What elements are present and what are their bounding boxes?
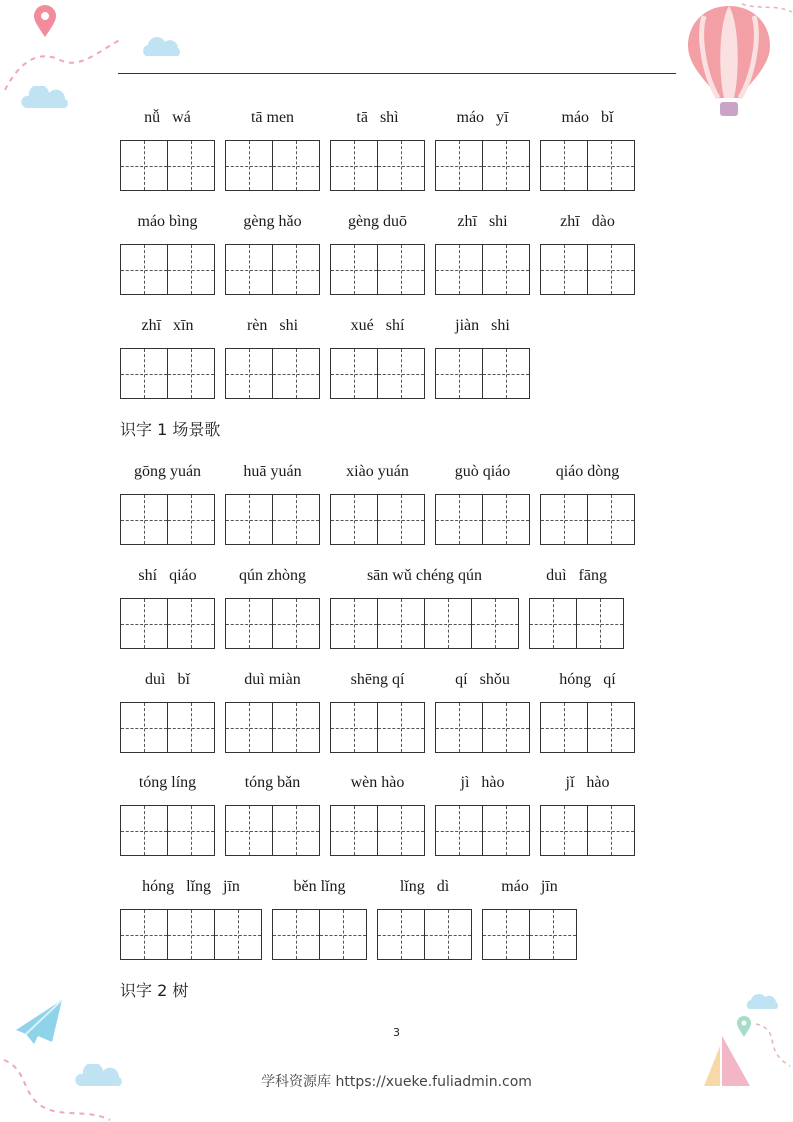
writing-cell[interactable] xyxy=(120,494,168,545)
pinyin-label: zhī shi xyxy=(457,213,508,230)
writing-cell[interactable] xyxy=(377,140,425,191)
airplane-icon xyxy=(10,996,68,1048)
footer-source: 学科资源库 https://xueke.fuliadmin.com xyxy=(261,1074,532,1090)
writing-cell[interactable] xyxy=(482,494,530,545)
pinyin-label: huā yuán xyxy=(243,463,302,480)
tianzige-box-group xyxy=(435,494,529,545)
pinyin-label: nǚ wá xyxy=(144,109,191,126)
tianzige-box-group xyxy=(120,598,214,649)
writing-cell[interactable] xyxy=(587,494,635,545)
writing-cell[interactable] xyxy=(435,702,483,753)
tianzige-box-group xyxy=(120,909,261,960)
writing-cell[interactable] xyxy=(482,909,530,960)
writing-cell[interactable] xyxy=(377,805,425,856)
pinyin-label: jǐ hào xyxy=(565,774,610,791)
writing-cell[interactable] xyxy=(272,909,320,960)
writing-cell[interactable] xyxy=(377,598,425,649)
pinyin-label: xué shí xyxy=(350,317,405,334)
tianzige-box-group xyxy=(435,348,529,399)
pinyin-label: tóng bǎn xyxy=(244,774,301,791)
writing-cell[interactable] xyxy=(330,244,378,295)
writing-cell[interactable] xyxy=(225,598,273,649)
pinyin-label: qiáo dòng xyxy=(555,463,620,480)
tianzige-box-group xyxy=(330,494,424,545)
writing-cell[interactable] xyxy=(272,702,320,753)
writing-cell[interactable] xyxy=(540,140,588,191)
tianzige-box-group xyxy=(330,140,424,191)
writing-cell[interactable] xyxy=(377,244,425,295)
pinyin-label: tā shì xyxy=(356,109,399,126)
writing-cell[interactable] xyxy=(167,140,215,191)
writing-cell[interactable] xyxy=(272,598,320,649)
pinyin-label: xiào yuán xyxy=(346,463,409,480)
pinyin-label: rèn shi xyxy=(246,317,299,334)
cloud-icon xyxy=(140,36,184,58)
writing-cell[interactable] xyxy=(482,140,530,191)
page-number: 3 xyxy=(393,1026,400,1039)
writing-cell[interactable] xyxy=(424,909,472,960)
writing-cell[interactable] xyxy=(587,805,635,856)
writing-cell[interactable] xyxy=(435,348,483,399)
pinyin-label: jiàn shi xyxy=(455,317,510,334)
tianzige-box-group xyxy=(120,702,214,753)
pinyin-label: běn lǐng xyxy=(293,878,346,895)
writing-cell[interactable] xyxy=(377,909,425,960)
writing-cell[interactable] xyxy=(225,140,273,191)
tianzige-box-group xyxy=(330,598,518,649)
pinyin-label: hóng lǐng jīn xyxy=(142,878,240,895)
writing-cell[interactable] xyxy=(167,598,215,649)
writing-cell[interactable] xyxy=(482,702,530,753)
pinyin-label: guò qiáo xyxy=(454,463,511,480)
tianzige-box-group xyxy=(225,805,319,856)
tianzige-box-group xyxy=(540,494,634,545)
tianzige-box-group xyxy=(225,244,319,295)
writing-cell[interactable] xyxy=(225,348,273,399)
writing-cell[interactable] xyxy=(435,494,483,545)
pinyin-label: gōng yuán xyxy=(133,463,202,480)
writing-cell[interactable] xyxy=(272,348,320,399)
tianzige-box-group xyxy=(120,805,214,856)
tianzige-box-group xyxy=(330,348,424,399)
writing-cell[interactable] xyxy=(587,140,635,191)
writing-cell[interactable] xyxy=(272,140,320,191)
tianzige-box-group xyxy=(272,909,366,960)
writing-cell[interactable] xyxy=(482,348,530,399)
pinyin-label: lǐng dì xyxy=(399,878,450,895)
writing-cell[interactable] xyxy=(120,140,168,191)
tianzige-box-group xyxy=(435,140,529,191)
pinyin-label: zhī dào xyxy=(560,213,615,230)
tianzige-box-group xyxy=(120,244,214,295)
writing-cell[interactable] xyxy=(167,244,215,295)
writing-cell[interactable] xyxy=(167,348,215,399)
pinyin-label: duì bǐ xyxy=(145,671,190,688)
pinyin-label: tā men xyxy=(250,109,295,126)
writing-cell[interactable] xyxy=(319,909,367,960)
pinyin-label: qún zhòng xyxy=(238,567,307,584)
pinyin-label: hóng qí xyxy=(559,671,616,688)
tianzige-box-group xyxy=(435,702,529,753)
writing-cell[interactable] xyxy=(330,805,378,856)
tianzige-box-group xyxy=(120,140,214,191)
writing-cell[interactable] xyxy=(540,702,588,753)
writing-cell[interactable] xyxy=(167,494,215,545)
writing-cell[interactable] xyxy=(482,805,530,856)
writing-cell[interactable] xyxy=(540,805,588,856)
cloud-icon xyxy=(744,992,780,1010)
tianzige-box-group xyxy=(529,598,623,649)
tianzige-box-group xyxy=(540,140,634,191)
writing-cell[interactable] xyxy=(120,909,168,960)
section-heading: 识字 1 场景歌 xyxy=(120,420,221,439)
writing-cell[interactable] xyxy=(377,702,425,753)
writing-cell[interactable] xyxy=(167,702,215,753)
writing-cell[interactable] xyxy=(435,244,483,295)
writing-cell[interactable] xyxy=(272,244,320,295)
tianzige-box-group xyxy=(330,805,424,856)
writing-cell[interactable] xyxy=(330,140,378,191)
writing-cell[interactable] xyxy=(330,598,378,649)
writing-cell[interactable] xyxy=(377,494,425,545)
pinyin-label: máo bìng xyxy=(137,213,198,230)
tianzige-box-group xyxy=(435,244,529,295)
writing-cell[interactable] xyxy=(377,348,425,399)
dashed-path-decoration xyxy=(740,0,793,30)
writing-cell[interactable] xyxy=(120,805,168,856)
writing-cell[interactable] xyxy=(540,494,588,545)
writing-cell[interactable] xyxy=(330,702,378,753)
pinyin-label: gèng duō xyxy=(347,213,408,230)
tianzige-box-group xyxy=(330,702,424,753)
pinyin-label: tóng líng xyxy=(138,774,197,791)
writing-cell[interactable] xyxy=(471,598,519,649)
tianzige-box-group xyxy=(482,909,576,960)
tianzige-box-group xyxy=(225,702,319,753)
writing-cell[interactable] xyxy=(225,805,273,856)
writing-cell[interactable] xyxy=(214,909,262,960)
writing-cell[interactable] xyxy=(120,348,168,399)
tianzige-box-group xyxy=(540,805,634,856)
pinyin-label: máo jīn xyxy=(501,878,558,895)
writing-cell[interactable] xyxy=(587,702,635,753)
pinyin-label: zhī xīn xyxy=(141,317,194,334)
pinyin-label: duì fāng xyxy=(546,567,607,584)
writing-cell[interactable] xyxy=(120,598,168,649)
writing-cell[interactable] xyxy=(330,494,378,545)
writing-cell[interactable] xyxy=(529,598,577,649)
writing-cell[interactable] xyxy=(482,244,530,295)
writing-cell[interactable] xyxy=(120,702,168,753)
tianzige-box-group xyxy=(225,494,319,545)
tianzige-box-group xyxy=(120,494,214,545)
writing-cell[interactable] xyxy=(330,348,378,399)
tianzige-box-group xyxy=(225,598,319,649)
writing-cell[interactable] xyxy=(435,805,483,856)
tianzige-box-group xyxy=(540,702,634,753)
header-rule xyxy=(118,73,676,74)
tianzige-box-group xyxy=(377,909,471,960)
writing-cell[interactable] xyxy=(424,598,472,649)
pinyin-label: qí shǒu xyxy=(455,671,510,688)
writing-cell[interactable] xyxy=(225,244,273,295)
pinyin-label: shí qiáo xyxy=(138,567,197,584)
writing-cell[interactable] xyxy=(167,909,215,960)
writing-cell[interactable] xyxy=(167,805,215,856)
pinyin-label: gèng hǎo xyxy=(243,213,302,230)
tianzige-box-group xyxy=(540,244,634,295)
pinyin-label: jì hào xyxy=(460,774,505,791)
writing-cell[interactable] xyxy=(529,909,577,960)
writing-cell[interactable] xyxy=(540,244,588,295)
pinyin-label: máo bǐ xyxy=(561,109,614,126)
writing-cell[interactable] xyxy=(587,244,635,295)
tianzige-box-group xyxy=(330,244,424,295)
writing-cell[interactable] xyxy=(225,702,273,753)
writing-cell[interactable] xyxy=(576,598,624,649)
writing-cell[interactable] xyxy=(120,244,168,295)
tianzige-box-group xyxy=(435,805,529,856)
pinyin-label: wèn hào xyxy=(350,774,405,791)
pinyin-label: máo yī xyxy=(456,109,509,126)
pinyin-label: shēng qí xyxy=(350,671,405,688)
tianzige-box-group xyxy=(120,348,214,399)
tianzige-box-group xyxy=(225,348,319,399)
cloud-icon xyxy=(20,86,72,110)
writing-cell[interactable] xyxy=(225,494,273,545)
pinyin-label: sān wǔ chéng qún xyxy=(366,567,483,584)
section-heading: 识字 2 树 xyxy=(120,981,189,1000)
writing-cell[interactable] xyxy=(272,805,320,856)
writing-cell[interactable] xyxy=(272,494,320,545)
tianzige-box-group xyxy=(225,140,319,191)
writing-cell[interactable] xyxy=(435,140,483,191)
pinyin-label: duì miàn xyxy=(244,671,301,688)
